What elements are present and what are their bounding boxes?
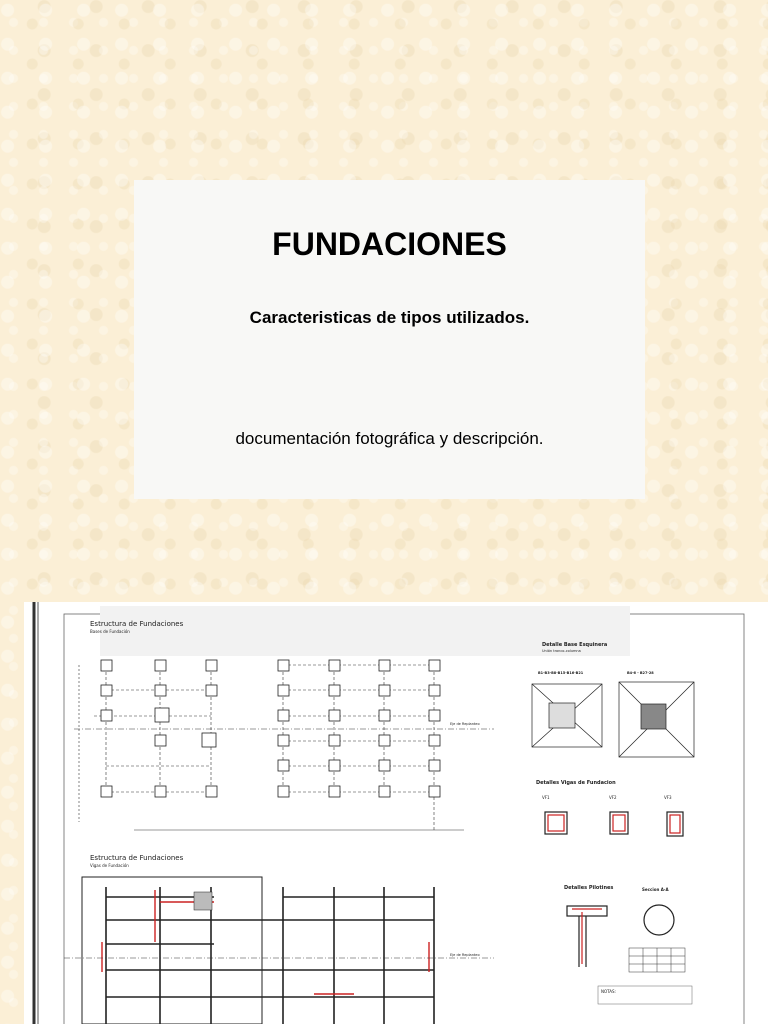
detail-base-ids-left: B1-B3-B8-B15-B16-B21 bbox=[538, 671, 584, 675]
detail-base-ids-right: B4-6 - B27-28 bbox=[627, 671, 654, 675]
detail-base-subtitle: Unión tronco-columna bbox=[542, 649, 581, 653]
pilotines-title: Detalles Pilotines bbox=[564, 885, 614, 891]
viga-label-vf1: VF1 bbox=[542, 795, 550, 800]
slide-title: FUNDACIONES bbox=[272, 226, 507, 262]
foundation-drawing bbox=[24, 602, 768, 1024]
plan-bottom-title: Estructura de Fundaciones bbox=[90, 854, 184, 862]
detail-base-title: Detalle Base Esquinera bbox=[542, 642, 608, 648]
detail-vigas-title: Detalles Vigas de Fundacion bbox=[536, 780, 616, 786]
plan-bottom-subtitle: Vigas de Fundación bbox=[90, 863, 129, 868]
viga-label-vf3: VF3 bbox=[664, 795, 672, 800]
seccion-title: Seccion A-A bbox=[642, 887, 669, 892]
slide-description: documentación fotográfica y descripción. bbox=[235, 429, 544, 448]
drawing-svg bbox=[24, 602, 768, 1024]
plan-bottom-hatched-area bbox=[194, 892, 212, 910]
plan-top-title: Estructura de Fundaciones bbox=[90, 620, 184, 628]
slide-subtitle: Caracteristicas de tipos utilizados. bbox=[249, 308, 530, 327]
plan-top-subtitle: Bases de Fundación bbox=[90, 629, 130, 634]
notas-label: NOTAS: bbox=[601, 989, 616, 994]
axis-label-top: Eje de Replanteo bbox=[450, 722, 480, 726]
title-card bbox=[134, 180, 645, 499]
axis-label-bottom: Eje de Replanteo bbox=[450, 953, 480, 957]
viga-label-vf2: VF2 bbox=[609, 795, 617, 800]
